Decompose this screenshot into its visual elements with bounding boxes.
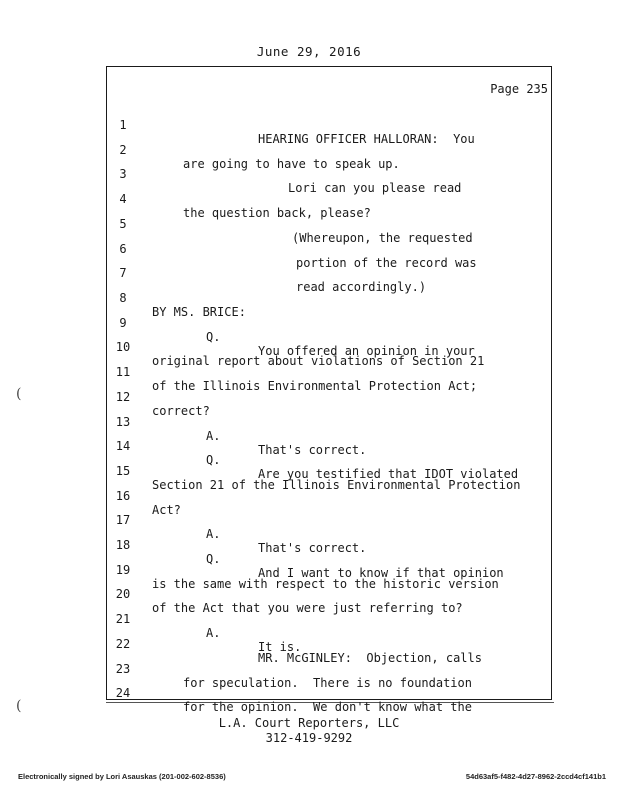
line-text: Are you testified that IDOT violated: [258, 467, 519, 481]
line-text: Lori can you please read: [288, 181, 462, 195]
line-number: 5: [119, 217, 127, 231]
line-text: is the same with respect to the historic version: [152, 577, 499, 591]
line-number: 16: [115, 489, 131, 503]
line-number: 2: [119, 143, 127, 157]
line-number: 14: [115, 439, 131, 453]
line-text: MR. McGINLEY: Objection, calls: [258, 651, 482, 665]
speaker-marker: Q.: [206, 330, 221, 344]
transcript-date: June 29, 2016: [256, 44, 362, 59]
transcript-line: [0, 252, 618, 294]
line-number: 8: [119, 291, 127, 305]
transcript-line: [0, 672, 618, 714]
transcript-line: [0, 129, 618, 171]
line-text: portion of the record was: [296, 256, 477, 270]
speaker-marker: A.: [206, 429, 221, 443]
line-number: 4: [119, 192, 127, 206]
transcript-line: [0, 573, 618, 615]
line-number: 11: [115, 365, 131, 379]
line-text: That's correct.: [258, 443, 367, 457]
line-number: 10: [115, 340, 131, 354]
speaker-marker: A.: [206, 626, 221, 640]
transcript-line: [0, 351, 618, 393]
transcript-line: [0, 228, 618, 270]
transcript-line: [0, 648, 618, 690]
line-number: 1: [119, 118, 127, 132]
line-number: 19: [115, 563, 131, 577]
electronic-signature: Electronically signed by Lori Asauskas (201-002-602-8536): [18, 772, 226, 781]
transcript-line: [0, 178, 618, 220]
line-number: 23: [115, 662, 131, 676]
line-text: BY MS. BRICE:: [152, 305, 246, 319]
speaker-marker: Q.: [206, 552, 221, 566]
line-text: And I want to know if that opinion: [258, 566, 504, 580]
line-text: the question back, please?: [183, 206, 371, 220]
line-text: It is.: [258, 640, 302, 654]
line-text: of the Act that you were just referring to?: [152, 601, 463, 615]
line-text: for the opinion. We don't know what the: [183, 700, 472, 714]
speaker-marker: Q.: [206, 453, 221, 467]
line-number: 15: [115, 464, 131, 478]
margin-bracket-mark: (: [16, 698, 22, 714]
transcript-line: [0, 376, 618, 418]
line-number: 18: [115, 538, 131, 552]
transcript-line: [0, 104, 618, 146]
line-text: You offered an opinion in your: [258, 344, 475, 358]
line-text: (Whereupon, the requested: [292, 231, 473, 245]
line-number: 9: [119, 316, 127, 330]
line-text: correct?: [152, 404, 210, 418]
margin-bracket-mark: (: [16, 386, 22, 402]
court-reporter-phone: 312-419-9292: [265, 731, 353, 745]
line-number: 12: [115, 390, 131, 404]
line-number: 7: [119, 266, 127, 280]
transcript-line: [0, 153, 618, 195]
transcript-line: [0, 475, 618, 517]
line-text: read accordingly.): [296, 280, 427, 294]
line-text: HEARING OFFICER HALLORAN: You: [258, 132, 475, 146]
line-number: 21: [115, 612, 131, 626]
line-number: 24: [115, 686, 131, 700]
transcript-line: [0, 203, 618, 245]
speaker-marker: A.: [206, 527, 221, 541]
court-reporter-company: L.A. Court Reporters, LLC: [218, 716, 400, 730]
line-number: 17: [115, 513, 131, 527]
page-number: Page 235: [490, 82, 548, 96]
line-text: original report about violations of Section 21: [152, 354, 485, 368]
line-text: of the Illinois Environmental Protection Act;: [152, 379, 478, 393]
line-text: Section 21 of the Illinois Environmental Protection: [152, 478, 521, 492]
line-number: 20: [115, 587, 131, 601]
line-number: 22: [115, 637, 131, 651]
line-text: Act?: [152, 503, 181, 517]
line-text: That's correct.: [258, 541, 367, 555]
line-text: for speculation. There is no foundation: [183, 676, 472, 690]
line-number: 6: [119, 242, 127, 256]
document-hash: 54d63af5-f482-4d27-8962-2ccd4cf141b1: [465, 772, 606, 781]
transcript-line: [0, 277, 618, 319]
line-text: are going to have to speak up.: [183, 157, 400, 171]
line-number: 13: [115, 415, 131, 429]
line-number: 3: [119, 167, 127, 181]
